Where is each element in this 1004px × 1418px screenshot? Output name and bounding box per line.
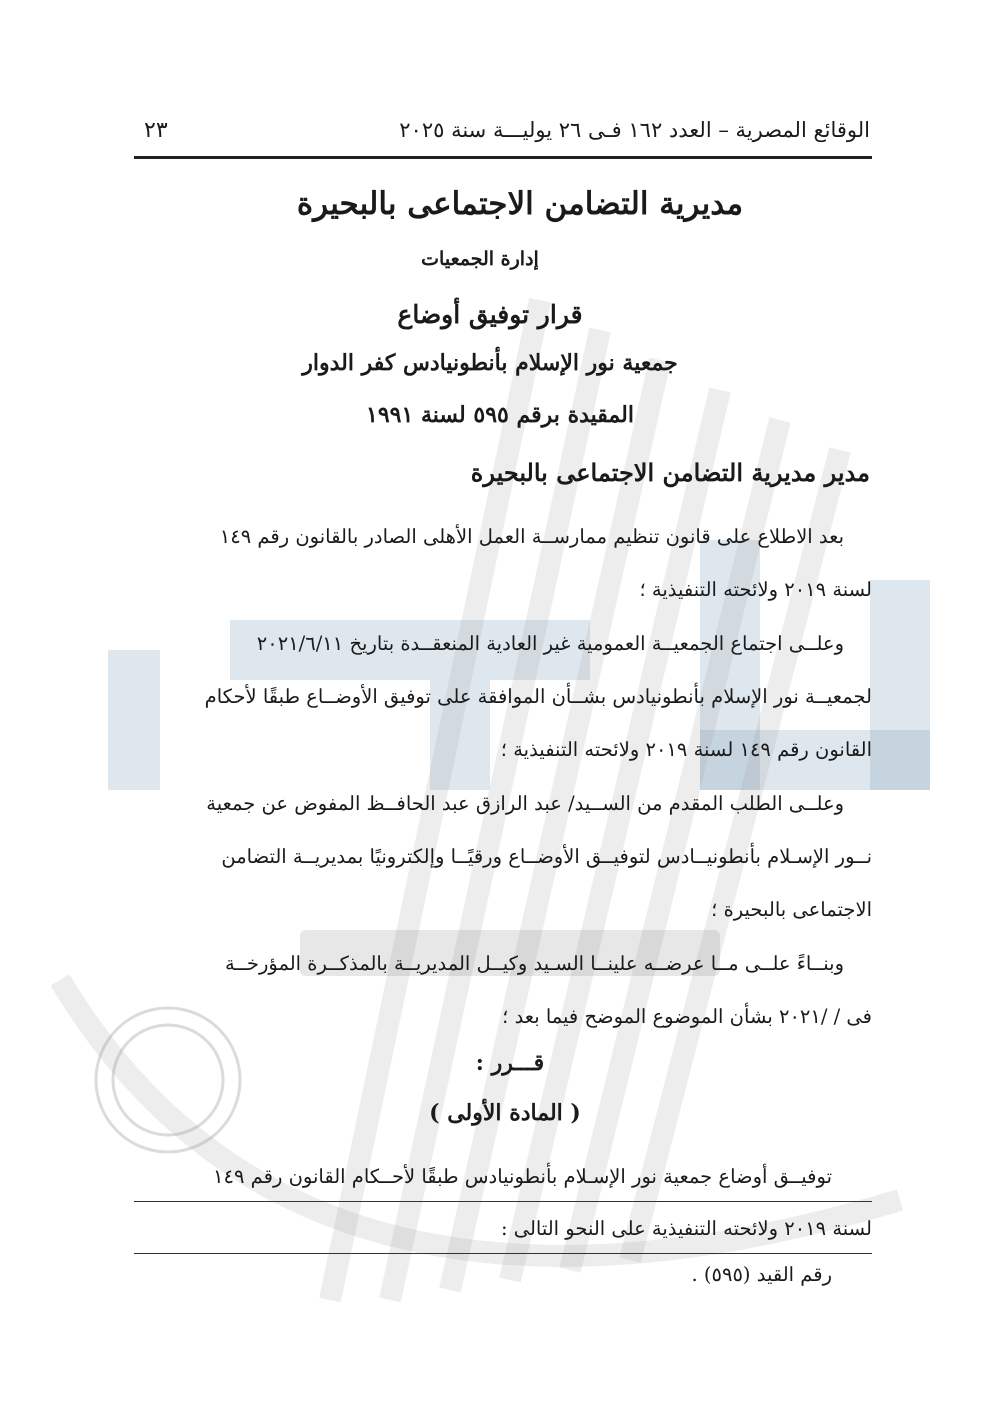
department-title: إدارة الجمعيات — [421, 248, 539, 270]
preamble-paragraph — [134, 937, 872, 1043]
text-line: توفيــق أوضاع جمعية نور الإسـلام بأنطونيادس طبقًا لأحــكام القانون رقم ١٤٩ — [134, 1150, 872, 1202]
article-title: ( المادة الأولى ) — [429, 1100, 581, 1126]
registration-line: رقم القيد (٥٩٥) . — [691, 1263, 832, 1286]
decided-label: قـــرر : — [475, 1050, 545, 1076]
decision-title: قرار توفيق أوضاع — [397, 300, 583, 329]
text-line: القانون رقم ١٤٩ لسنة ٢٠١٩ ولائحته التنفيذية ؛ — [500, 738, 872, 761]
preamble-paragraph — [134, 617, 872, 776]
page-header — [134, 110, 870, 150]
text-line: لجمعيــة نور الإسلام بأنطونيادس بشــأن الموافقة على توفيق الأوضــاع طبقًا لأحكام — [204, 685, 872, 708]
text-line: بعد الاطلاع على قانون تنظيم ممارســة العمل الأهلى الصادر بالقانون رقم ١٤٩ — [219, 525, 844, 548]
directorate-title: مديرية التضامن الاجتماعى بالبحيرة — [296, 186, 744, 222]
preamble-paragraph — [134, 777, 872, 936]
text-line: الاجتماعى بالبحيرة ؛ — [711, 898, 872, 921]
text-line: فى / /٢٠٢١ بشأن الموضوع الموضح فيما بعد ؛ — [502, 1005, 872, 1028]
article-paragraph — [134, 1150, 872, 1254]
association-name: جمعية نور الإسلام بأنطونيادس كفر الدوار — [302, 350, 678, 376]
text-line: لسنة ٢٠١٩ ولائحته التنفيذية على النحو التالى : — [134, 1202, 872, 1254]
text-line: نــور الإسـلام بأنطونيــادس لتوفيــق الأوضــاع ورقيًــا وإلكترونيًا بمديريــة التضامن — [221, 845, 872, 868]
running-title: الوقائع المصرية – العدد ١٦٢ فـى ٢٦ يوليـــة سنة ٢٠٢٥ — [399, 118, 870, 142]
preamble-paragraph — [134, 510, 872, 616]
text-line: وعلــى الطلب المقدم من الســيد/ عبد الرازق عبد الحافــظ المفوض عن جمعية — [206, 792, 844, 815]
text-line: وعلــى اجتماع الجمعيــة العمومية غير العادية المنعقــدة بتاريخ ٢٠٢١/٦/١١ — [256, 632, 844, 655]
issuer-title: مدير مديرية التضامن الاجتماعى بالبحيرة — [470, 458, 870, 487]
registration-heading: المقيدة برقم ٥٩٥ لسنة ١٩٩١ — [366, 402, 634, 428]
page-number: ٢٣ — [144, 117, 168, 143]
header-divider — [134, 156, 872, 159]
text-line: وبنــاءً علــى مــا عرضــه علينــا السـيد وكيــل المديريــة بالمذكــرة المؤرخــة — [225, 952, 844, 975]
text-line: لسنة ٢٠١٩ ولائحته التنفيذية ؛ — [639, 578, 872, 601]
